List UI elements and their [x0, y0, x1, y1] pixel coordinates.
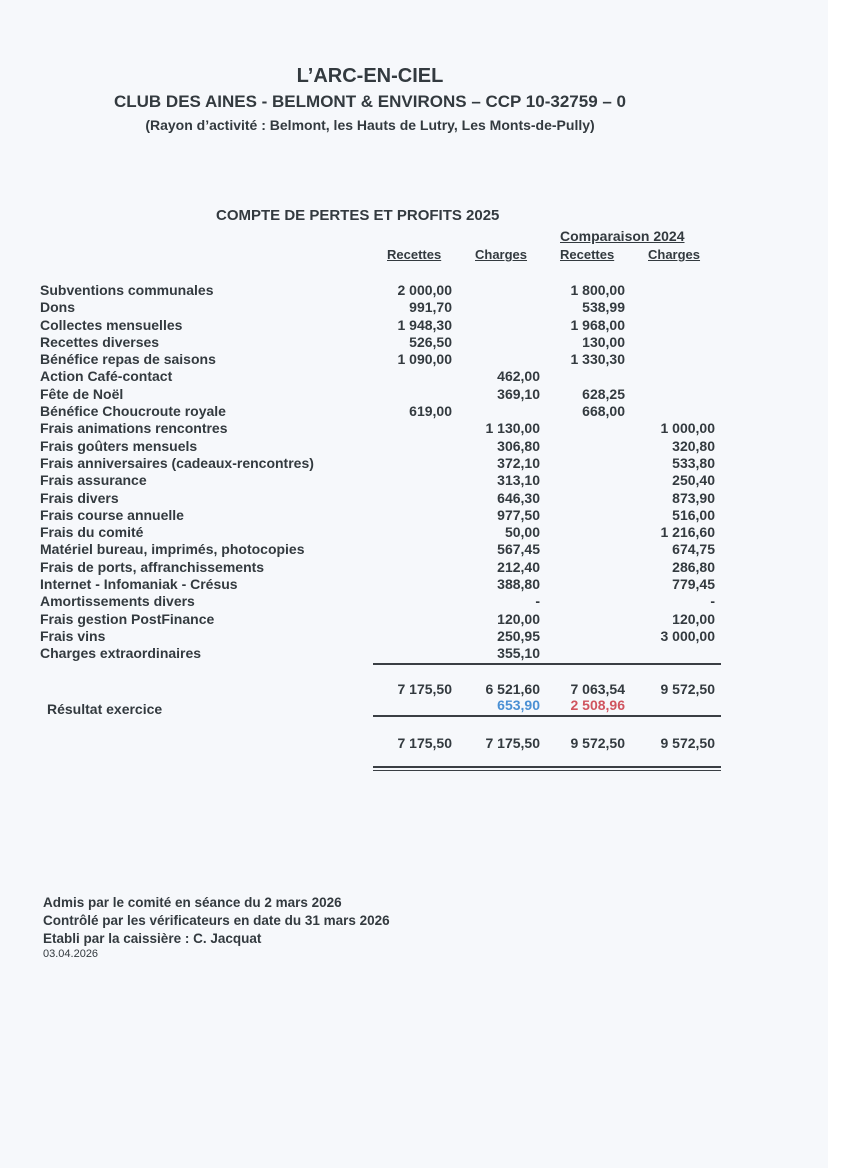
recettes-2024: 1 330,30 [570, 351, 625, 368]
charges-2025: 646,30 [497, 489, 540, 506]
subtotal-recettes-2025: 7 175,50 [397, 681, 452, 697]
row-label: Frais assurance [40, 472, 147, 489]
charges-2024: 533,80 [672, 454, 715, 471]
row-label: Recettes diverses [40, 333, 160, 350]
recettes-2025: 2 000,00 [397, 282, 452, 298]
row-label: Bénéfice Choucroute royale [40, 403, 226, 420]
table-row [40, 282, 740, 299]
table-row [40, 490, 740, 507]
table-row [40, 645, 740, 662]
table-row [40, 299, 740, 316]
total-recettes-2024: 9 572,50 [570, 735, 625, 751]
row-label: Frais animations rencontres [40, 420, 228, 437]
table-row [40, 317, 740, 334]
table-row [40, 420, 740, 437]
club-subtitle: CLUB DES AINES - BELMONT & ENVIRONS – CCP 10-32759 – 0 [113, 92, 627, 111]
table-row [40, 368, 740, 385]
row-label: Frais gestion PostFinance [40, 610, 215, 627]
total-recettes-2025: 7 175,50 [397, 735, 452, 751]
recettes-2024: 628,25 [582, 385, 625, 402]
total-charges-2025: 7 175,50 [485, 735, 540, 751]
col-header-charges-2025: Charges [475, 247, 528, 262]
charges-2024: 250,40 [672, 472, 715, 489]
charges-2024: 3 000,00 [660, 627, 715, 644]
charges-2025: - [535, 593, 540, 610]
col-header-charges-2024: Charges [648, 247, 701, 262]
subtotal-charges-2025: 6 521,60 [485, 681, 540, 697]
table-row [40, 611, 740, 628]
report-title: COMPTE DE PERTES ET PROFITS 2025 [216, 207, 500, 224]
table-row [40, 472, 740, 489]
charges-2024: 873,90 [672, 489, 715, 506]
charges-2025: 977,50 [497, 506, 540, 523]
comparison-title: Comparaison 2024 [560, 228, 685, 244]
row-label: Dons [40, 299, 75, 316]
charges-2025: 369,10 [497, 385, 540, 402]
club-scope: (Rayon d’activité : Belmont, les Hauts de Lutry, Les Monts-de-Pully) [145, 117, 595, 133]
table-row [40, 386, 740, 403]
subtotal-rule [373, 663, 721, 665]
col-header-recettes-2024: Recettes [560, 247, 615, 262]
table-row [40, 576, 740, 593]
charges-2024: 516,00 [672, 506, 715, 523]
charges-2025: 250,95 [497, 627, 540, 644]
row-label: Matériel bureau, imprimés, photocopies [40, 541, 305, 558]
table-row [40, 507, 740, 524]
charges-2025: 1 130,00 [485, 420, 540, 437]
total-rule [373, 715, 721, 717]
charges-2024: 1 000,00 [660, 420, 715, 437]
table-row [40, 455, 740, 472]
charges-2025: 355,10 [497, 645, 540, 662]
charges-2025: 567,45 [497, 541, 540, 558]
table-row [40, 334, 740, 351]
col-header-recettes-2025: Recettes [387, 247, 442, 262]
recettes-2025: 526,50 [409, 333, 452, 350]
charges-2025: 372,10 [497, 454, 540, 471]
subtotal-charges-2024: 9 572,50 [660, 681, 715, 697]
row-label: Bénéfice repas de saisons [40, 351, 216, 368]
audit-line: Contrôlé par les vérificateurs en date du 31 mars 2026 [43, 913, 390, 928]
row-label: Charges extraordinaires [40, 645, 202, 662]
table-row [40, 403, 740, 420]
total-charges-2024: 9 572,50 [660, 735, 715, 751]
recettes-2025: 1 948,30 [397, 316, 452, 333]
charges-2025: 120,00 [497, 610, 540, 627]
table-row [40, 593, 740, 610]
charges-2024: 674,75 [672, 541, 715, 558]
recettes-2025: 1 090,00 [397, 351, 452, 368]
result-label: Résultat exercice [47, 701, 163, 717]
charges-2024: 779,45 [672, 576, 715, 593]
row-label: Collectes mensuelles [40, 316, 183, 333]
row-label: Internet - Infomaniak - Crésus [40, 576, 238, 593]
charges-2025: 306,80 [497, 437, 540, 454]
row-label: Amortissements divers [40, 593, 195, 610]
table-row [40, 524, 740, 541]
table-row [40, 628, 740, 645]
row-label: Frais goûters mensuels [40, 437, 198, 454]
document-date: 03.04.2026 [43, 948, 99, 960]
row-label: Frais de ports, affranchissements [40, 558, 265, 575]
row-label: Fête de Noël [40, 385, 124, 402]
row-label: Frais anniversaires (cadeaux-rencontres) [40, 454, 314, 471]
table-row [40, 541, 740, 558]
table-row [40, 559, 740, 576]
charges-2024: 320,80 [672, 437, 715, 454]
table-row [40, 438, 740, 455]
recettes-2024: 538,99 [582, 299, 625, 316]
charges-2025: 212,40 [497, 558, 540, 575]
double-rule-top [373, 766, 721, 768]
recettes-2025: 991,70 [409, 299, 452, 316]
charges-2024: - [710, 593, 715, 610]
double-rule-bottom [373, 770, 721, 772]
recettes-2024: 130,00 [582, 333, 625, 350]
table-row [40, 351, 740, 368]
row-label: Frais course annuelle [40, 506, 184, 523]
club-title: L’ARC-EN-CIEL [296, 65, 444, 87]
charges-2025: 462,00 [497, 368, 540, 385]
charges-2024: 120,00 [672, 610, 715, 627]
recettes-2024: 1 968,00 [570, 316, 625, 333]
row-label: Frais vins [40, 627, 106, 644]
result-2024: 2 508,96 [570, 697, 625, 713]
approval-line: Admis par le comité en séance du 2 mars 2026 [43, 895, 342, 910]
charges-2024: 286,80 [672, 558, 715, 575]
row-label: Frais divers [40, 489, 119, 506]
row-label: Subventions communales [40, 282, 214, 298]
page-margin [828, 0, 848, 1168]
ledger-table [40, 282, 740, 663]
recettes-2024: 668,00 [582, 403, 625, 420]
recettes-2025: 619,00 [409, 403, 452, 420]
charges-2024: 1 216,60 [660, 524, 715, 541]
result-2025: 653,90 [497, 697, 540, 713]
prepared-by-line: Etabli par la caissière : C. Jacquat [43, 931, 262, 946]
row-label: Frais du comité [40, 524, 144, 541]
row-label: Action Café-contact [40, 368, 173, 385]
charges-2025: 313,10 [497, 472, 540, 489]
recettes-2024: 1 800,00 [570, 282, 625, 298]
charges-2025: 388,80 [497, 576, 540, 593]
charges-2025: 50,00 [504, 524, 540, 541]
subtotal-recettes-2024: 7 063,54 [570, 681, 625, 697]
